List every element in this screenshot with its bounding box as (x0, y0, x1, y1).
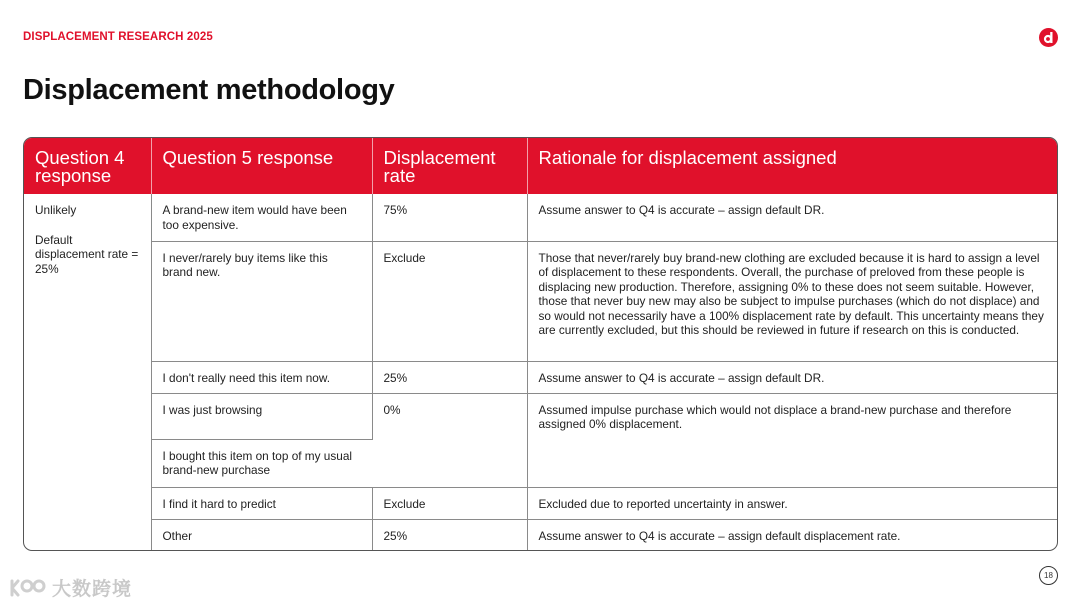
table-row (24, 241, 1057, 361)
table-row (24, 393, 1057, 439)
report-eyebrow: DISPLACEMENT RESEARCH 2025 (23, 31, 213, 43)
rationale-cell: Assume answer to Q4 is accurate – assign default DR. (527, 194, 1057, 241)
watermark (8, 574, 132, 601)
brand-logo-icon (1039, 28, 1058, 47)
rationale-cell: Assumed impulse purchase which would not displace a brand-new purchase and therefore assigned 0% displacement. (527, 393, 1057, 487)
q5-cell: I was just browsing (151, 393, 372, 439)
table-row (24, 361, 1057, 393)
rationale-cell: Assume answer to Q4 is accurate – assign default displacement rate. (538, 528, 901, 543)
q5-cell: I find it hard to predict (151, 487, 372, 519)
table-row (24, 194, 1057, 241)
methodology-table (23, 137, 1058, 551)
rate-cell: 25% (372, 519, 527, 551)
q5-cell: I don't really need this item now. (151, 361, 372, 393)
rationale-cell: Those that never/rarely buy brand-new clothing are excluded because it is hard to assign a level of displacement to these respondents. Overall, the purchase of preloved from these people is displacing new production. Therefore, assigning 0% to these does not seem suitable. However, those that never buy new may also be subject to impulse purchases (which do not displace) and so would not necessarily have a 100% displacement rate by default. This uncertainty means they are currently excluded, but this should be reviewed in future if research on this is conducted. (527, 241, 1057, 361)
table-row (24, 487, 1057, 519)
q4-response-cell (24, 194, 151, 551)
watermark-text: 大数跨境 (52, 579, 133, 600)
page-title: Displacement methodology (23, 74, 395, 106)
rate-cell: 0% (372, 393, 527, 487)
table-header-row (24, 138, 1057, 194)
rationale-cell: Excluded due to reported uncertainty in answer. (527, 487, 1057, 519)
table-row (24, 519, 1057, 551)
d-logo-glyph (1043, 31, 1055, 44)
rate-cell: Exclude (372, 487, 527, 519)
brand-mark-icon (8, 577, 48, 599)
header-q4: Question 4 response (24, 138, 151, 194)
rate-cell: 25% (372, 361, 527, 393)
header-rationale: Rationale for displacement assigned (527, 138, 1057, 194)
q5-cell: I bought this item on top of my usual brand-new purchase (151, 439, 372, 487)
q5-cell: A brand-new item would have been too expensive. (151, 194, 372, 241)
page-number: 18 (1039, 566, 1058, 585)
rate-cell: 75% (372, 194, 527, 241)
q5-cell: Other (151, 519, 372, 551)
rate-cell: Exclude (372, 241, 527, 361)
q4-answer: Unlikely (35, 203, 77, 217)
header-rate: Displacement rate (372, 138, 527, 194)
q5-cell: I never/rarely buy items like this brand new. (151, 241, 372, 361)
header-q5: Question 5 response (151, 138, 372, 194)
q4-default-note: Default displacement rate = 25% (35, 232, 139, 276)
rationale-cell: Assume answer to Q4 is accurate – assign default DR. (527, 361, 1057, 393)
